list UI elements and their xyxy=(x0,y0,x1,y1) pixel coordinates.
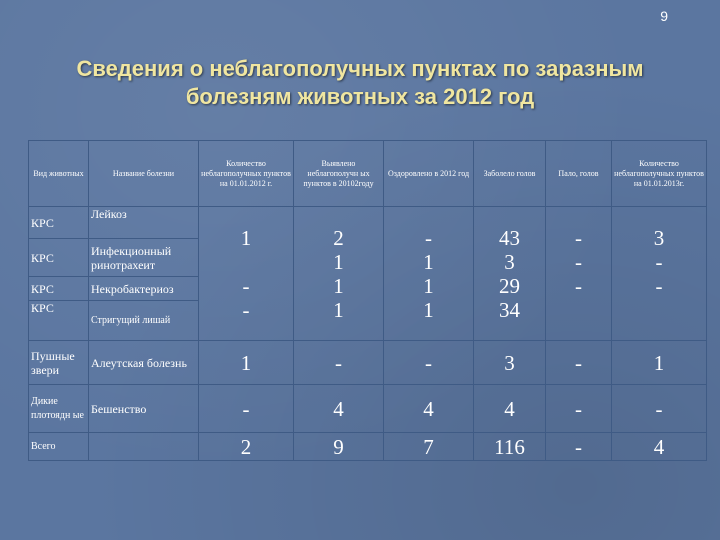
total-label: Всего xyxy=(29,433,89,461)
value: 3 xyxy=(504,249,515,274)
disease-cell: Алеутская болезнь xyxy=(89,341,199,385)
krs-detected-cell xyxy=(294,207,384,341)
value: 2 xyxy=(333,225,344,250)
value: 29 xyxy=(499,273,520,298)
value-cell: 4 xyxy=(294,385,384,433)
value-cell: - xyxy=(546,385,612,433)
value: - xyxy=(575,249,582,274)
animal-cell: КРС xyxy=(29,207,89,239)
value-cell: - xyxy=(384,341,474,385)
value: - xyxy=(242,297,250,322)
table-row xyxy=(29,207,707,239)
value: - xyxy=(655,273,663,298)
value: - xyxy=(425,225,432,250)
disease-cell: Инфекционный ринотрахеит xyxy=(89,239,199,277)
value-cell: 1 xyxy=(199,341,294,385)
table-row xyxy=(29,385,707,433)
value-cell: - xyxy=(199,385,294,433)
header-recovered: Оздоровлено в 2012 год xyxy=(384,141,474,207)
animal-cell: КРС xyxy=(29,277,89,301)
value-cell: 3 xyxy=(474,341,546,385)
value: - xyxy=(655,249,663,274)
krs-recovered-cell xyxy=(384,207,474,341)
table-row-total xyxy=(29,433,707,461)
table-row xyxy=(29,341,707,385)
value: 1 xyxy=(423,249,434,274)
value-cell: - xyxy=(546,341,612,385)
animal-cell: Пушные звери xyxy=(29,341,89,385)
disease-cell: Стригущий лишай xyxy=(89,301,199,341)
krs-count-end-cell xyxy=(612,207,707,341)
disease-cell: Бешенство xyxy=(89,385,199,433)
value: 1 xyxy=(423,297,434,322)
value-cell: - xyxy=(294,341,384,385)
total-value-cell: - xyxy=(546,433,612,461)
value: - xyxy=(575,225,582,250)
animal-cell: Дикие плотоядн ые xyxy=(29,385,89,433)
value-cell: - xyxy=(612,385,707,433)
total-value-cell: 2 xyxy=(199,433,294,461)
diseases-table xyxy=(28,140,707,461)
krs-dead-cell xyxy=(546,207,612,341)
header-disease: Название болезни xyxy=(89,141,199,207)
total-value-cell: 9 xyxy=(294,433,384,461)
value: 43 xyxy=(499,225,520,250)
animal-cell: КРС xyxy=(29,301,89,341)
value: 1 xyxy=(333,249,344,274)
value: 1 xyxy=(333,273,344,298)
disease-cell xyxy=(89,433,199,461)
header-count-start: Количество неблагополучных пунктов на 01.01.2012 г. xyxy=(199,141,294,207)
disease-cell: Лейкоз xyxy=(89,207,199,239)
header-sick: Заболело голов xyxy=(474,141,546,207)
value-cell: 4 xyxy=(384,385,474,433)
value-cell: 1 xyxy=(612,341,707,385)
krs-sick-cell xyxy=(474,207,546,341)
value: - xyxy=(575,273,582,298)
disease-cell: Некробактериоз xyxy=(89,277,199,301)
header-dead: Пало, голов xyxy=(546,141,612,207)
table-header-row xyxy=(29,141,707,207)
value: 1 xyxy=(240,225,252,250)
value: 1 xyxy=(423,273,434,298)
value: 34 xyxy=(499,297,520,322)
krs-count-start-cell xyxy=(199,207,294,341)
value: 3 xyxy=(653,225,665,250)
slide-title: Сведения о неблагополучных пунктах по заразным болезням животных за 2012 год xyxy=(76,56,644,109)
header-count-end: Количество неблагополучных пунктов на 01.01.2013г. xyxy=(612,141,707,207)
total-value-cell: 116 xyxy=(474,433,546,461)
header-detected: Выявлено неблагополучн ых пунктов в 20102году xyxy=(294,141,384,207)
page-number: 9 xyxy=(660,8,668,24)
total-value-cell: 7 xyxy=(384,433,474,461)
value-cell: 4 xyxy=(474,385,546,433)
value: 1 xyxy=(333,297,344,322)
total-value-cell: 4 xyxy=(612,433,707,461)
animal-cell: КРС xyxy=(29,239,89,277)
header-animal: Вид животных xyxy=(29,141,89,207)
value: - xyxy=(242,273,250,298)
